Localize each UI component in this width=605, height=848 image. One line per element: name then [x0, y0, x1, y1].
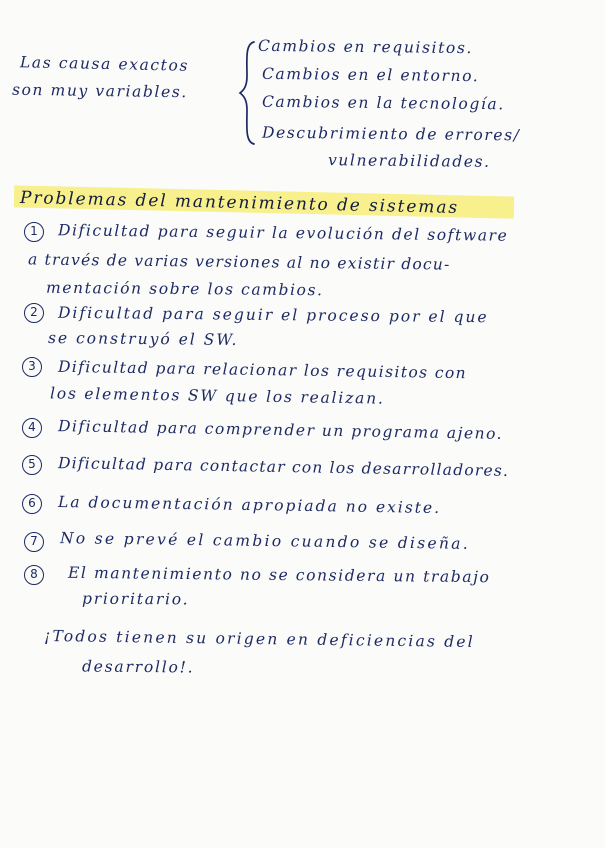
conclusion-line-1: ¡Todos tienen su origen en deficiencias del — [43, 626, 476, 652]
number-7-icon: 7 — [24, 532, 44, 552]
problem-4-line-1: Dificultad para comprender un programa ajeno. — [57, 417, 504, 443]
problem-1-line-2: a través de varias versiones al no existir docu- — [27, 250, 451, 274]
section-heading — [14, 184, 514, 218]
cause-3: Cambios en la tecnología. — [261, 92, 505, 114]
problem-3-line-1: Dificultad para relacionar los requisitos con — [57, 357, 468, 383]
intro-left-line-2: son muy variables. — [11, 80, 189, 102]
cause-1: Cambios en requisitos. — [257, 36, 474, 58]
cause-5: vulnerabilidades. — [327, 151, 491, 171]
number-1-icon: 1 — [24, 222, 44, 242]
problem-2-line-1: Dificultad para seguir el proceso por el que — [57, 303, 489, 327]
conclusion-line-2: desarrollo!. — [81, 657, 195, 677]
problem-5-line-1: Dificultad para contactar con los desarrolladores. — [57, 454, 510, 480]
curly-brace-icon — [238, 38, 258, 148]
problem-1-line-3: mentación sobre los cambios. — [45, 278, 324, 300]
problem-6-line-1: La documentación apropiada no existe. — [57, 492, 442, 518]
number-6-icon: 6 — [22, 494, 42, 514]
problem-1-line-1: Dificultad para seguir la evolución del software — [57, 221, 509, 245]
cause-2: Cambios en el entorno. — [261, 64, 480, 86]
problem-8-line-1: El mantenimiento no se considera un trabajo — [67, 563, 491, 587]
problem-3-line-2: los elementos SW que los realizan. — [49, 384, 385, 408]
number-4-icon: 4 — [22, 418, 42, 438]
cause-4: Descubrimiento de errores/ — [261, 123, 521, 145]
problem-7-line-1: No se prevé el cambio cuando se diseña. — [59, 529, 471, 553]
number-8-icon: 8 — [24, 565, 44, 585]
number-3-icon: 3 — [22, 357, 42, 377]
section-title: Problemas del mantenimiento de sistemas — [19, 188, 460, 218]
problem-8-line-2: prioritario. — [81, 589, 190, 609]
problem-2-line-2: se construyó el SW. — [47, 329, 239, 349]
intro-left-line-1: Las causa exactos — [19, 53, 190, 75]
number-5-icon: 5 — [22, 455, 42, 475]
number-2-icon: 2 — [24, 303, 44, 323]
